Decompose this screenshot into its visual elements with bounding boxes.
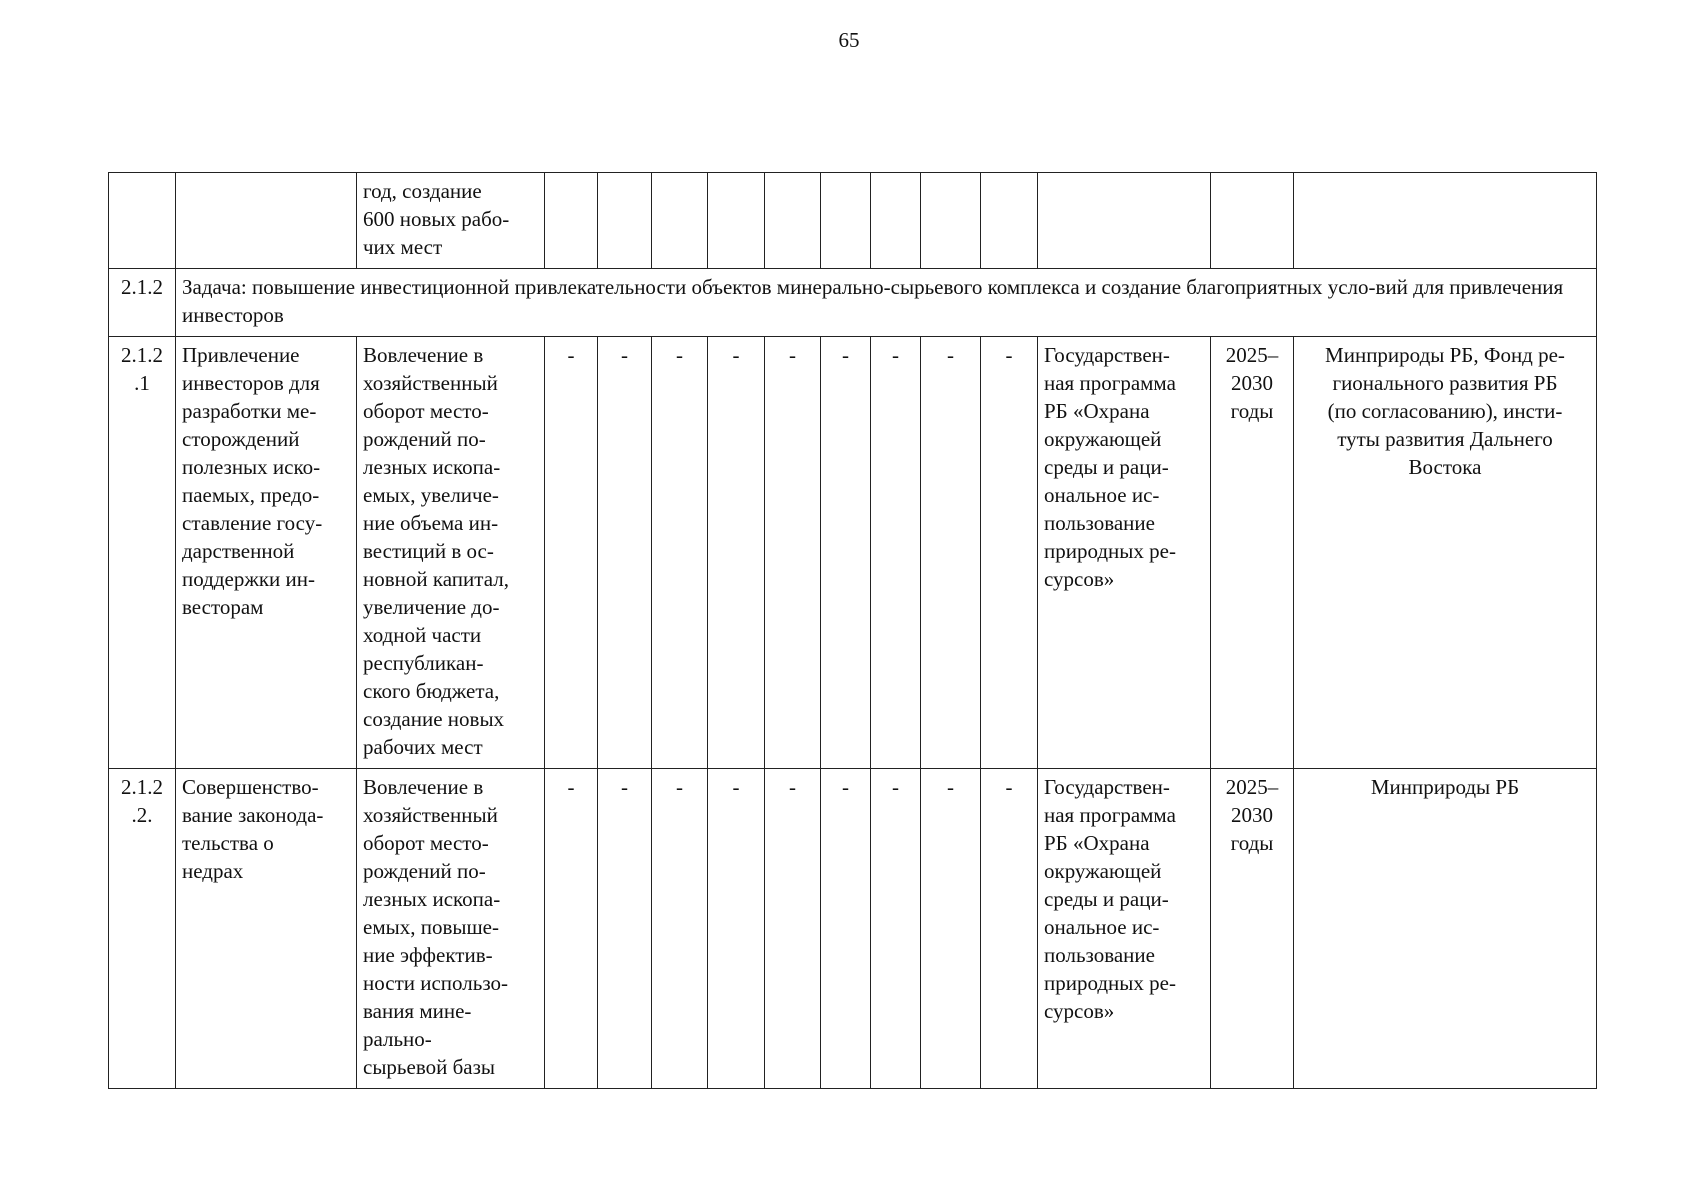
cell-year-value: - [598, 769, 652, 1089]
cell-year-value [545, 173, 598, 269]
cell-number: 2.1.2 .2. [109, 769, 176, 1089]
table-row-continuation [109, 173, 1597, 269]
cell-executor: Минприроды РБ [1294, 769, 1597, 1089]
cell-year-value [708, 173, 765, 269]
cell-term: 2025– 2030 годы [1211, 769, 1294, 1089]
cell-year-value: - [598, 337, 652, 769]
cell-name: Привлечение инвесторов для разработки ме- сторождений полезных иско- паемых, предо- ставление госу- дарственной поддержки ин- весторам [176, 337, 357, 769]
cell-year-value: - [981, 337, 1038, 769]
cell-year-value: - [821, 769, 871, 1089]
cell-year-value: - [871, 337, 921, 769]
cell-year-value [871, 173, 921, 269]
cell-year-value: - [921, 337, 981, 769]
cell-year-value [652, 173, 708, 269]
cell-year-value [598, 173, 652, 269]
cell-source: Государствен- ная программа РБ «Охрана окружающей среды и раци- ональное ис- пользование природных ре- сурсов» [1038, 769, 1211, 1089]
cell-year-value: - [981, 769, 1038, 1089]
cell-term: 2025– 2030 годы [1211, 337, 1294, 769]
cell-year-value [765, 173, 821, 269]
cell-number [109, 173, 176, 269]
cell-executor [1294, 173, 1597, 269]
cell-year-value [981, 173, 1038, 269]
table-row [109, 337, 1597, 769]
cell-year-value [921, 173, 981, 269]
cell-year-value: - [652, 769, 708, 1089]
cell-result: Вовлечение в хозяйственный оборот место- рождений по- лезных ископа- емых, повыше- ние эффектив- ности использо- вания мине- рально- сырьевой базы [357, 769, 545, 1089]
table-row-task [109, 269, 1597, 337]
cell-year-value: - [652, 337, 708, 769]
cell-year-value: - [765, 337, 821, 769]
cell-result: Вовлечение в хозяйственный оборот место- рождений по- лезных ископа- емых, увеличе- ние объема ин- вестиций в ос- новной капитал, увеличение до- ходной части республикан- ского бюджета, создание новых рабочих мест [357, 337, 545, 769]
page-number: 65 [838, 28, 860, 52]
cell-executor: Минприроды РБ, Фонд ре- гионального развития РБ (по согласованию), инсти- туты развития Дальнего Востока [1294, 337, 1597, 769]
cell-year-value: - [871, 769, 921, 1089]
task-number: 2.1.2 [109, 269, 176, 337]
cell-year-value: - [545, 337, 598, 769]
cell-year-value: - [821, 337, 871, 769]
cell-number: 2.1.2 .1 [109, 337, 176, 769]
table-row [109, 769, 1597, 1089]
cell-year-value: - [545, 769, 598, 1089]
cell-year-value [821, 173, 871, 269]
cell-name: Совершенство- вание законода- тельства о недрах [176, 769, 357, 1089]
cell-name [176, 173, 357, 269]
cell-year-value: - [765, 769, 821, 1089]
cell-year-value: - [921, 769, 981, 1089]
task-text: Задача: повышение инвестиционной привлекательности объектов минерально-сырьевого комплекса и создание благоприятных усло-вий для привлечения инвесторов [176, 269, 1597, 337]
cell-result: год, создание 600 новых рабо- чих мест [357, 173, 545, 269]
cell-term [1211, 173, 1294, 269]
cell-year-value: - [708, 337, 765, 769]
measures-table [108, 172, 1597, 1089]
cell-source [1038, 173, 1211, 269]
cell-year-value: - [708, 769, 765, 1089]
cell-source: Государствен- ная программа РБ «Охрана окружающей среды и раци- ональное ис- пользование природных ре- сурсов» [1038, 337, 1211, 769]
